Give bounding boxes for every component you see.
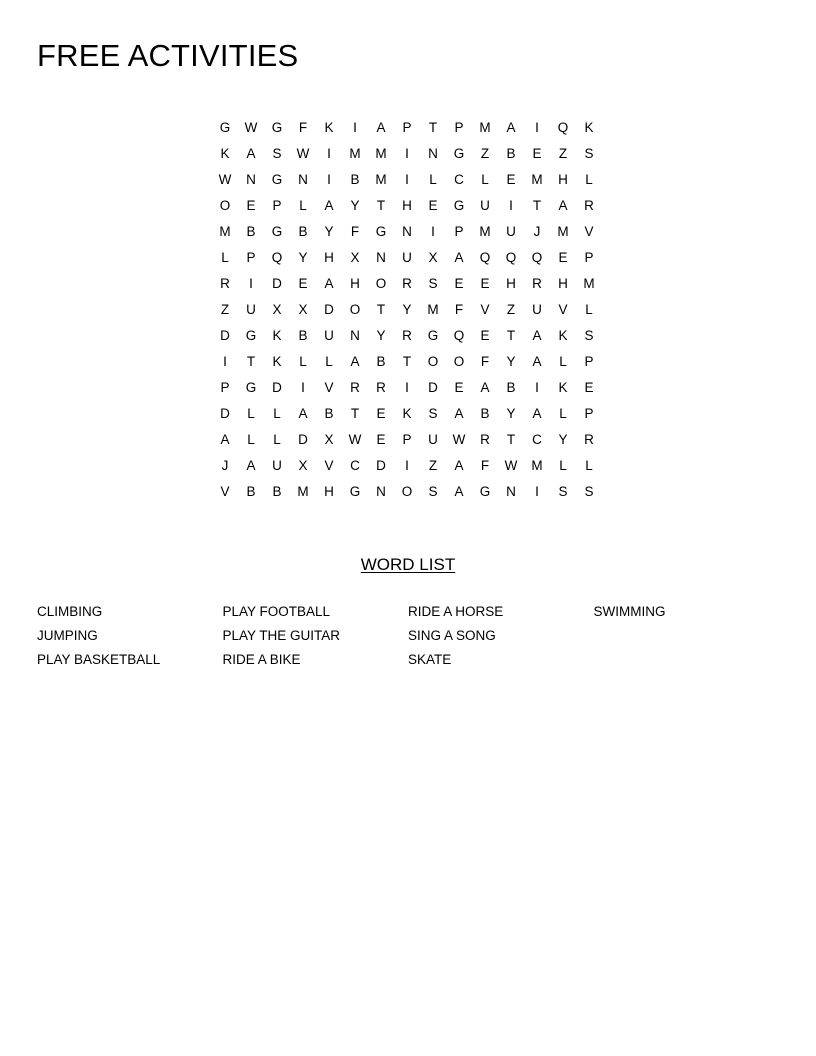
grid-letter: L — [221, 250, 229, 265]
grid-letter: S — [558, 484, 568, 499]
grid-letter: E — [246, 198, 256, 213]
grid-letter: K — [558, 328, 568, 343]
grid-letter: E — [376, 406, 386, 421]
word-list-item: JUMPING — [37, 628, 98, 643]
grid-letter: I — [405, 146, 409, 161]
grid-letter: I — [509, 198, 513, 213]
grid-letter: N — [376, 250, 386, 265]
grid-letter: G — [245, 380, 257, 395]
grid-letter: Y — [558, 432, 568, 447]
word-list-row — [37, 600, 779, 624]
grid-letter: E — [506, 172, 516, 187]
grid-letter: M — [427, 302, 439, 317]
grid-row — [212, 323, 602, 349]
grid-letter: E — [298, 276, 308, 291]
grid-letter: P — [454, 224, 464, 239]
page-title: FREE ACTIVITIES — [37, 38, 299, 73]
grid-letter: Q — [453, 328, 465, 343]
grid-letter: K — [272, 354, 282, 369]
grid-letter: A — [350, 354, 360, 369]
grid-letter: L — [429, 172, 437, 187]
grid-letter: B — [298, 224, 308, 239]
grid-letter: D — [272, 380, 282, 395]
grid-letter: F — [480, 354, 490, 369]
grid-row — [212, 141, 602, 167]
word-list-item: SWIMMING — [593, 604, 666, 619]
grid-letter: L — [273, 432, 281, 447]
grid-letter: U — [428, 432, 438, 447]
grid-letter: L — [559, 354, 567, 369]
grid-letter: M — [297, 484, 309, 499]
grid-letter: W — [504, 458, 518, 473]
grid-letter: K — [220, 146, 230, 161]
grid-letter: O — [401, 484, 413, 499]
grid-letter: Q — [479, 250, 491, 265]
grid-letter: L — [481, 172, 489, 187]
grid-letter: K — [324, 120, 334, 135]
word-list-item: SKATE — [408, 652, 452, 667]
grid-letter: D — [220, 406, 230, 421]
grid-letter: V — [324, 380, 334, 395]
grid-letter: R — [220, 276, 230, 291]
grid-letter: R — [402, 276, 412, 291]
grid-letter: Q — [505, 250, 517, 265]
grid-letter: G — [453, 198, 465, 213]
grid-letter: F — [298, 120, 308, 135]
grid-letter: U — [272, 458, 282, 473]
grid-letter: D — [298, 432, 308, 447]
grid-letter: G — [479, 484, 491, 499]
grid-row — [212, 193, 602, 219]
grid-letter: I — [431, 224, 435, 239]
grid-letter: L — [247, 406, 255, 421]
grid-letter: N — [376, 484, 386, 499]
grid-letter: X — [298, 302, 308, 317]
grid-letter: G — [453, 146, 465, 161]
word-list-row — [37, 624, 779, 648]
grid-letter: B — [506, 146, 516, 161]
grid-letter: I — [327, 146, 331, 161]
grid-letter: I — [353, 120, 357, 135]
grid-letter: A — [220, 432, 230, 447]
grid-letter: L — [299, 354, 307, 369]
grid-letter: S — [584, 146, 594, 161]
grid-letter: E — [428, 198, 438, 213]
grid-letter: H — [402, 198, 412, 213]
grid-letter: I — [535, 120, 539, 135]
grid-letter: Y — [298, 250, 308, 265]
grid-letter: T — [246, 354, 256, 369]
grid-row — [212, 349, 602, 375]
grid-letter: G — [271, 120, 283, 135]
grid-letter: S — [272, 146, 282, 161]
grid-letter: T — [376, 198, 386, 213]
grid-letter: Z — [220, 302, 230, 317]
grid-letter: M — [479, 224, 491, 239]
grid-letter: F — [480, 458, 490, 473]
grid-letter: M — [531, 172, 543, 187]
grid-letter: B — [272, 484, 282, 499]
grid-letter: I — [223, 354, 227, 369]
grid-letter: L — [585, 172, 593, 187]
grid-letter: R — [350, 380, 360, 395]
grid-letter: Y — [324, 224, 334, 239]
grid-letter: W — [348, 432, 362, 447]
grid-letter: M — [583, 276, 595, 291]
grid-letter: E — [454, 276, 464, 291]
grid-letter: A — [454, 484, 464, 499]
word-list-item: CLIMBING — [37, 604, 103, 619]
grid-row — [212, 453, 602, 479]
word-list-item: RIDE A BIKE — [222, 652, 301, 667]
grid-letter: L — [247, 432, 255, 447]
grid-letter: S — [584, 484, 594, 499]
grid-letter: A — [558, 198, 568, 213]
grid-letter: H — [506, 276, 516, 291]
grid-letter: A — [480, 380, 490, 395]
grid-letter: U — [246, 302, 256, 317]
grid-letter: Z — [506, 302, 516, 317]
grid-letter: Z — [558, 146, 568, 161]
grid-letter: I — [535, 484, 539, 499]
grid-letter: A — [246, 146, 256, 161]
grid-letter: I — [405, 458, 409, 473]
grid-letter: G — [375, 224, 387, 239]
grid-letter: M — [479, 120, 491, 135]
grid-letter: I — [249, 276, 253, 291]
grid-letter: B — [246, 224, 256, 239]
grid-row — [212, 245, 602, 271]
grid-letter: C — [350, 458, 360, 473]
grid-letter: X — [428, 250, 438, 265]
grid-letter: A — [298, 406, 308, 421]
grid-letter: U — [402, 250, 412, 265]
grid-letter: I — [327, 172, 331, 187]
grid-letter: B — [350, 172, 360, 187]
grid-letter: H — [324, 484, 334, 499]
grid-letter: X — [298, 458, 308, 473]
grid-letter: G — [271, 172, 283, 187]
grid-letter: U — [480, 198, 490, 213]
grid-letter: A — [506, 120, 516, 135]
grid-letter: C — [532, 432, 542, 447]
grid-letter: H — [558, 276, 568, 291]
grid-letter: A — [376, 120, 386, 135]
grid-letter: Q — [271, 250, 283, 265]
grid-letter: V — [220, 484, 230, 499]
grid-letter: E — [480, 328, 490, 343]
grid-letter: J — [221, 458, 229, 473]
grid-letter: P — [584, 406, 594, 421]
grid-letter: T — [506, 432, 516, 447]
grid-letter: Y — [506, 354, 516, 369]
grid-letter: B — [298, 328, 308, 343]
grid-letter: P — [402, 432, 412, 447]
grid-letter: T — [506, 328, 516, 343]
grid-letter: Z — [428, 458, 438, 473]
word-list-item: SING A SONG — [408, 628, 496, 643]
grid-letter: K — [558, 380, 568, 395]
grid-letter: G — [271, 224, 283, 239]
grid-letter: A — [532, 354, 542, 369]
grid-letter: W — [452, 432, 466, 447]
grid-letter: R — [480, 432, 490, 447]
grid-letter: B — [506, 380, 516, 395]
grid-letter: A — [454, 458, 464, 473]
grid-letter: V — [584, 224, 594, 239]
grid-letter: O — [375, 276, 387, 291]
grid-letter: M — [349, 146, 361, 161]
grid-row — [212, 297, 602, 323]
grid-letter: N — [246, 172, 256, 187]
grid-letter: I — [301, 380, 305, 395]
grid-letter: U — [532, 302, 542, 317]
grid-letter: G — [349, 484, 361, 499]
grid-letter: B — [376, 354, 386, 369]
grid-letter: D — [428, 380, 438, 395]
grid-letter: P — [220, 380, 230, 395]
grid-letter: B — [246, 484, 256, 499]
grid-letter: K — [272, 328, 282, 343]
grid-row — [212, 115, 602, 141]
grid-letter: J — [533, 224, 541, 239]
grid-letter: B — [324, 406, 334, 421]
grid-letter: I — [405, 172, 409, 187]
grid-letter: R — [584, 198, 594, 213]
grid-letter: P — [454, 120, 464, 135]
grid-letter: W — [218, 172, 232, 187]
grid-letter: R — [532, 276, 542, 291]
grid-letter: A — [532, 406, 542, 421]
grid-letter: G — [219, 120, 231, 135]
grid-letter: T — [428, 120, 438, 135]
grid-letter: W — [296, 146, 310, 161]
grid-letter: E — [532, 146, 542, 161]
grid-row — [212, 271, 602, 297]
grid-letter: H — [558, 172, 568, 187]
grid-letter: D — [272, 276, 282, 291]
grid-letter: A — [324, 276, 334, 291]
grid-letter: F — [454, 302, 464, 317]
grid-row — [212, 167, 602, 193]
grid-letter: R — [376, 380, 386, 395]
grid-letter: N — [298, 172, 308, 187]
word-list-item: PLAY THE GUITAR — [222, 628, 341, 643]
grid-letter: S — [428, 406, 438, 421]
grid-letter: X — [350, 250, 360, 265]
word-search-grid — [212, 115, 602, 505]
grid-letter: P — [272, 198, 282, 213]
grid-letter: E — [558, 250, 568, 265]
grid-letter: Y — [350, 198, 360, 213]
grid-row — [212, 219, 602, 245]
grid-letter: E — [480, 276, 490, 291]
grid-letter: I — [535, 380, 539, 395]
grid-letter: M — [531, 458, 543, 473]
grid-letter: Y — [506, 406, 516, 421]
grid-letter: T — [532, 198, 542, 213]
grid-letter: Z — [480, 146, 490, 161]
word-list — [37, 600, 779, 672]
word-list-heading: WORD LIST — [360, 555, 456, 574]
grid-letter: R — [584, 432, 594, 447]
grid-letter: U — [506, 224, 516, 239]
grid-letter: Y — [376, 328, 386, 343]
grid-letter: W — [244, 120, 258, 135]
grid-letter: N — [428, 146, 438, 161]
grid-letter: N — [402, 224, 412, 239]
grid-letter: T — [402, 354, 412, 369]
grid-letter: A — [532, 328, 542, 343]
grid-letter: O — [453, 354, 465, 369]
grid-letter: K — [584, 120, 594, 135]
grid-letter: M — [375, 172, 387, 187]
grid-letter: V — [558, 302, 568, 317]
grid-letter: T — [350, 406, 360, 421]
grid-letter: V — [324, 458, 334, 473]
grid-letter: L — [559, 406, 567, 421]
word-list-row — [37, 648, 779, 672]
grid-letter: C — [454, 172, 464, 187]
grid-letter: F — [350, 224, 360, 239]
grid-row — [212, 375, 602, 401]
grid-letter: D — [376, 458, 386, 473]
grid-letter: D — [324, 302, 334, 317]
grid-letter: A — [246, 458, 256, 473]
grid-letter: A — [454, 406, 464, 421]
grid-letter: O — [219, 198, 231, 213]
grid-letter: N — [350, 328, 360, 343]
grid-letter: X — [324, 432, 334, 447]
grid-letter: S — [584, 328, 594, 343]
grid-letter: S — [428, 276, 438, 291]
grid-letter: H — [350, 276, 360, 291]
grid-letter: P — [246, 250, 256, 265]
grid-letter: H — [324, 250, 334, 265]
grid-letter: Q — [557, 120, 569, 135]
grid-letter: R — [402, 328, 412, 343]
grid-letter: I — [405, 380, 409, 395]
word-list-item: PLAY FOOTBALL — [222, 604, 331, 619]
grid-letter: M — [375, 146, 387, 161]
grid-letter: A — [454, 250, 464, 265]
grid-letter: M — [557, 224, 569, 239]
grid-letter: E — [454, 380, 464, 395]
grid-letter: T — [376, 302, 386, 317]
grid-letter: P — [584, 250, 594, 265]
grid-letter: P — [584, 354, 594, 369]
grid-letter: L — [585, 302, 593, 317]
grid-letter: U — [324, 328, 334, 343]
grid-letter: O — [427, 354, 439, 369]
grid-letter: L — [273, 406, 281, 421]
grid-row — [212, 427, 602, 453]
grid-letter: L — [325, 354, 333, 369]
grid-letter: E — [376, 432, 386, 447]
grid-letter: B — [480, 406, 490, 421]
grid-letter: D — [220, 328, 230, 343]
grid-row — [212, 479, 602, 505]
grid-letter: E — [584, 380, 594, 395]
grid-letter: V — [480, 302, 490, 317]
word-list-item: RIDE A HORSE — [408, 604, 504, 619]
grid-letter: A — [324, 198, 334, 213]
grid-letter: Q — [531, 250, 543, 265]
grid-letter: P — [402, 120, 412, 135]
grid-letter: X — [272, 302, 282, 317]
grid-letter: K — [402, 406, 412, 421]
grid-letter: N — [506, 484, 516, 499]
grid-letter: L — [585, 458, 593, 473]
grid-letter: L — [559, 458, 567, 473]
grid-letter: Y — [402, 302, 412, 317]
grid-letter: M — [219, 224, 231, 239]
grid-letter: O — [349, 302, 361, 317]
word-list-item: PLAY BASKETBALL — [37, 652, 161, 667]
grid-letter: G — [245, 328, 257, 343]
grid-letter: G — [427, 328, 439, 343]
grid-row — [212, 401, 602, 427]
grid-letter: L — [299, 198, 307, 213]
grid-letter: S — [428, 484, 438, 499]
